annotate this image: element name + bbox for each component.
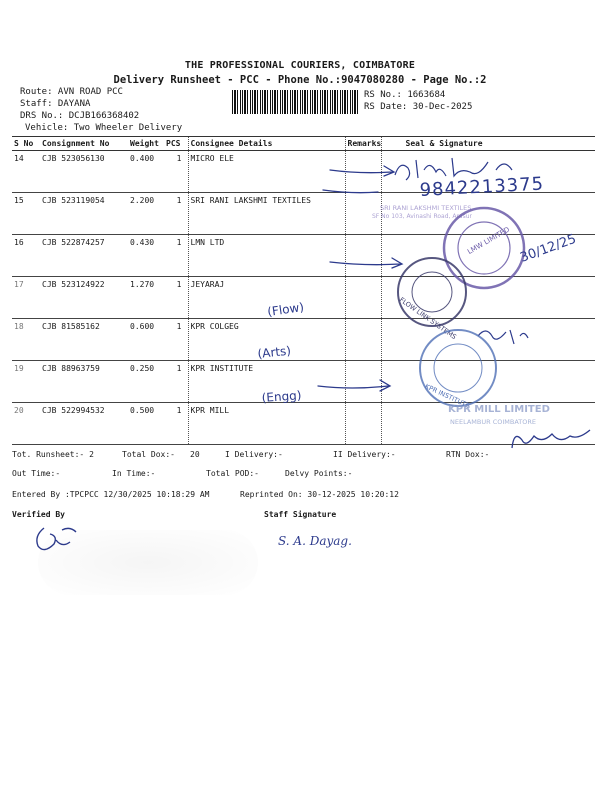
cell-consignee: KPR INSTITUTE xyxy=(188,361,345,403)
company-name: THE PROFESSIONAL COURIERS, COIMBATORE xyxy=(184,60,416,71)
cell-consignee: KPR COLGEG xyxy=(188,319,345,361)
i-delivery: I Delivery:- xyxy=(225,450,283,459)
cell-sno: 16 xyxy=(12,235,40,277)
signature-row20-icon xyxy=(512,430,590,448)
cell-consignment: CJB 523056130 xyxy=(40,151,128,193)
route-label: Route: AVN ROAD PCC xyxy=(20,87,123,97)
svg-text:SF No 103, Avinashi Road, Aras: SF No 103, Avinashi Road, Arasur xyxy=(372,213,472,220)
vehicle-label: Vehicle: Two Wheeler Delivery xyxy=(25,123,183,133)
col-header-seal: Seal & Signature xyxy=(381,137,595,151)
entered-by: Entered By :TPCPCC 12/30/2025 10:18:29 AM xyxy=(12,490,210,499)
cell-weight: 1.270 xyxy=(128,277,164,319)
runsheet-title: Delivery Runsheet - PCC - Phone No.:9047080280 - Page No.:2 xyxy=(113,74,487,86)
col-header-sno: S No xyxy=(12,137,40,151)
col-header-weight: Weight xyxy=(128,137,164,151)
col-header-consignment: Consignment No xyxy=(40,137,128,151)
cell-consignment: CJB 81585162 xyxy=(40,319,128,361)
arrow-row17-icon xyxy=(330,258,402,268)
cell-pcs: 1 xyxy=(164,235,188,277)
cell-pcs: 1 xyxy=(164,319,188,361)
staff-label: Staff: DAYANA xyxy=(20,99,91,109)
total-dox-label: Total Dox:- xyxy=(122,450,175,459)
total-pod: Total POD:- xyxy=(206,469,259,478)
handwritten-phone: 9842213375 xyxy=(419,173,545,201)
svg-text:FLOW LINK SYSTEMS: FLOW LINK SYSTEMS xyxy=(397,295,458,342)
tot-runsheet: Tot. Runsheet:- 2 xyxy=(12,450,94,459)
cell-consignment: CJB 522874257 xyxy=(40,235,128,277)
cell-consignment: CJB 523119054 xyxy=(40,193,128,235)
cell-pcs: 1 xyxy=(164,403,188,445)
handwritten-note-engg: (Engg) xyxy=(261,388,302,405)
stamp-flowlink-icon xyxy=(398,258,466,341)
paper-smudge xyxy=(38,530,258,595)
cell-consignment: CJB 522994532 xyxy=(40,403,128,445)
cell-consignee: LMN LTD xyxy=(188,235,345,277)
arrow-row15-icon xyxy=(323,190,378,193)
drs-number: DRS No.: DCJB166368402 xyxy=(20,111,140,121)
cell-weight: 0.600 xyxy=(128,319,164,361)
cell-pcs: 1 xyxy=(164,193,188,235)
cell-consignee: MICRO ELE xyxy=(188,151,345,193)
cell-pcs: 1 xyxy=(164,361,188,403)
svg-text:KPR MILL LIMITED: KPR MILL LIMITED xyxy=(448,404,550,415)
col-header-consignee: Consignee Details xyxy=(188,137,345,151)
out-time: Out Time:- xyxy=(12,469,61,478)
cell-pcs: 1 xyxy=(164,151,188,193)
in-time: In Time:- xyxy=(112,469,156,478)
cell-weight: 0.250 xyxy=(128,361,164,403)
cell-pcs: 1 xyxy=(164,277,188,319)
cell-weight: 2.200 xyxy=(128,193,164,235)
stamp-kpr-mill-icon xyxy=(448,404,550,426)
total-dox-value: 20 xyxy=(190,450,200,459)
cell-sno: 14 xyxy=(12,151,40,193)
cell-consignee: SRI RANI LAKSHMI TEXTILES xyxy=(188,193,345,235)
stamp-kpr-institute-icon xyxy=(420,330,496,410)
arrow-row19-icon xyxy=(318,380,390,391)
cell-weight: 0.430 xyxy=(128,235,164,277)
col-header-pcs: PCS xyxy=(164,137,188,151)
svg-text:LMW LIMITED: LMW LIMITED xyxy=(466,225,512,256)
rs-number: RS No.: 1663684 xyxy=(364,90,446,100)
cell-sno: 18 xyxy=(12,319,40,361)
cell-consignee: KPR MILL xyxy=(188,403,345,445)
staff-signature-label: Staff Signature xyxy=(264,510,337,519)
cell-sno: 17 xyxy=(12,277,40,319)
cell-sno: 15 xyxy=(12,193,40,235)
arrow-row14-icon xyxy=(330,166,394,176)
delvy-points: Delvy Points:- xyxy=(285,469,353,478)
cell-consignment: CJB 88963759 xyxy=(40,361,128,403)
stamp-lmw-icon xyxy=(444,208,524,288)
verified-by: Verified By xyxy=(12,510,65,519)
svg-text:NEELAMBUR COIMBATORE: NEELAMBUR COIMBATORE xyxy=(450,418,536,426)
cell-consignee: JEYARAJ xyxy=(188,277,345,319)
cell-weight: 0.500 xyxy=(128,403,164,445)
svg-text:KPR INSTITUTE: KPR INSTITUTE xyxy=(423,382,471,410)
handwritten-date: 30/12/25 xyxy=(518,231,579,266)
cell-consignment: CJB 523124922 xyxy=(40,277,128,319)
rs-date: RS Date: 30-Dec-2025 xyxy=(364,102,473,112)
cell-sno: 20 xyxy=(12,403,40,445)
col-header-remarks: Remarks xyxy=(345,137,381,151)
handwritten-note-flow: (Flow) xyxy=(266,299,305,319)
staff-signature-handwritten: S. A. Dayag. xyxy=(278,534,352,548)
cell-weight: 0.400 xyxy=(128,151,164,193)
rtn-dox: RTN Dox:- xyxy=(446,450,490,459)
handwritten-note-arts: (Arts) xyxy=(256,343,292,361)
ii-delivery: II Delivery:- xyxy=(333,450,396,459)
svg-text:SRI RANI LAKSHMI TEXTILES: SRI RANI LAKSHMI TEXTILES xyxy=(380,204,472,212)
reprinted-on: Reprinted On: 30-12-2025 10:20:12 xyxy=(240,490,399,499)
cell-sno: 19 xyxy=(12,361,40,403)
